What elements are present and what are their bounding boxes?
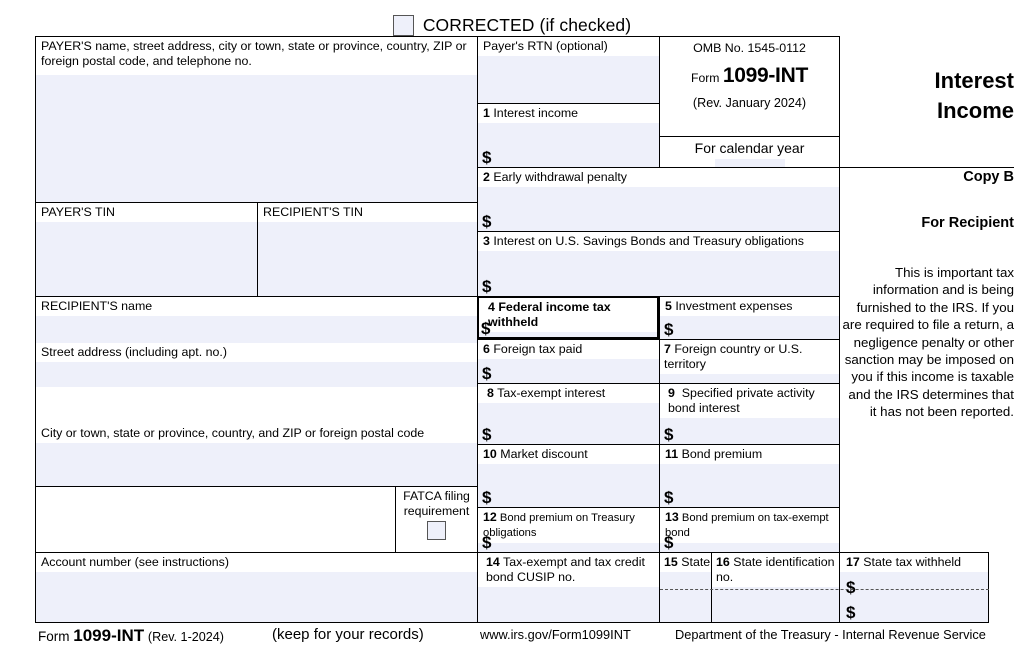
payer-tin-label: PAYER'S TIN (36, 203, 257, 222)
box-10-dollar-sign: $ (482, 488, 492, 507)
calendar-year-cell[interactable] (659, 136, 839, 167)
form-footer (0, 626, 1024, 656)
table-top-edge (35, 36, 839, 37)
payer-rtn-cell[interactable] (477, 36, 659, 103)
box-4-cell[interactable] (477, 296, 659, 339)
box-9-dollar-sign: $ (664, 425, 674, 444)
panel-divider (839, 167, 1014, 168)
account-number-cell[interactable] (35, 552, 477, 622)
form-title-line2: Income (936, 98, 1014, 123)
form-title-line1: Interest (934, 68, 1014, 93)
box-6-dollar-sign: $ (482, 364, 492, 383)
box-6-cell[interactable] (477, 339, 659, 383)
box-12-cell[interactable] (477, 507, 659, 552)
fatca-label-line1: FATCA filing (403, 489, 470, 503)
box-2-dollar-sign: $ (482, 212, 492, 231)
footer-url[interactable]: www.irs.gov/Form1099INT (480, 627, 631, 642)
box-16-label: 16 State identification no. (712, 553, 839, 587)
form-identity-cell (659, 36, 839, 136)
fatca-cell[interactable] (395, 486, 477, 552)
box-5-cell[interactable] (659, 296, 839, 339)
box-13-cell[interactable] (659, 507, 839, 552)
box-3-dollar-sign: $ (482, 277, 492, 296)
recipient-name-cell[interactable] (35, 296, 477, 343)
box-4-label: 4 Federal income tax withheld (479, 298, 657, 332)
corrected-label: CORRECTED (if checked) (422, 14, 632, 35)
recipient-street-label: Street address (including apt. no.) (36, 343, 477, 362)
form-number-line: Form 1099-INT (691, 64, 808, 87)
box-10-label: 10 Market discount (478, 445, 659, 464)
box-11-label: 11 Bond premium (660, 445, 839, 464)
recipient-notice: This is important tax information and is being furnished to the IRS. If you are required to file a return, a negligence penalty or other sanction may be imposed on you if this income is taxable and the IRS determines that it has not been reported. (842, 265, 1014, 420)
instructions-panel (839, 36, 1014, 552)
box-2-cell[interactable] (477, 167, 839, 231)
box-15-label: 15 State (660, 553, 711, 572)
box-17-dollar-sign-2: $ (846, 603, 856, 622)
fatca-checkbox[interactable] (427, 521, 446, 540)
fatca-label-line2: requirement (403, 503, 470, 518)
table-bottom-edge (35, 622, 989, 623)
footer-form-identifier: Form 1099-INT (Rev. 1-2024) (38, 626, 224, 645)
box-12-label: 12 Bond premium on Treasury obligations (478, 508, 659, 543)
box-14-label: 14 Tax-exempt and tax credit bond CUSIP no. (478, 553, 659, 587)
box-5-label: 5 Investment expenses (660, 297, 839, 316)
box-3-label: 3 Interest on U.S. Savings Bonds and Treasury obligations (478, 232, 839, 251)
recipient-name-label: RECIPIENT'S name (36, 297, 477, 316)
copy-recipient: For Recipient (921, 215, 1014, 231)
box-2-label: 2 Early withdrawal penalty (478, 168, 839, 187)
payer-name-address-label: PAYER'S name, street address, city or town, state or province, country, ZIP or foreign postal code, and telephone no. (36, 37, 477, 75)
recipient-tin-cell[interactable] (257, 202, 477, 296)
recipient-city-cell[interactable] (35, 424, 477, 486)
box-14-cell[interactable] (477, 552, 659, 622)
payer-name-address-cell[interactable] (35, 36, 477, 202)
recipient-city-label: City or town, state or province, country, and ZIP or foreign postal code (36, 424, 477, 443)
box-7-label: 7 Foreign country or U.S. territory (660, 340, 839, 374)
box-15-cell[interactable] (659, 552, 711, 622)
box-9-label: 9 Specified private activity bond interest (660, 384, 839, 418)
box-5-dollar-sign: $ (664, 320, 674, 339)
omb-number: OMB No. 1545-0112 (693, 41, 806, 55)
recipient-street-cell[interactable] (35, 343, 477, 387)
box-4-dollar-sign: $ (481, 319, 491, 338)
box-1-cell[interactable] (477, 103, 659, 167)
box-17-dollar-sign-1: $ (846, 578, 856, 597)
footer-keep-note: (keep for your records) (272, 626, 424, 643)
box-1-dollar-sign: $ (482, 148, 492, 167)
box-17-label: 17 State tax withheld (840, 553, 988, 572)
payer-rtn-label: Payer's RTN (optional) (478, 37, 659, 56)
table-left-edge (35, 36, 36, 622)
box-11-dollar-sign: $ (664, 488, 674, 507)
box-10-cell[interactable] (477, 444, 659, 507)
box-13-dollar-sign: $ (664, 533, 674, 552)
payer-tin-cell[interactable] (35, 202, 257, 296)
account-number-label: Account number (see instructions) (36, 553, 477, 572)
calendar-year-input[interactable] (715, 159, 785, 167)
box-6-label: 6 Foreign tax paid (478, 340, 659, 359)
recipient-tin-label: RECIPIENT'S TIN (258, 203, 477, 222)
box-16-cell[interactable] (711, 552, 839, 622)
form-revision: (Rev. January 2024) (692, 96, 807, 110)
corrected-checkbox[interactable] (393, 15, 414, 36)
footer-department: Department of the Treasury - Internal Revenue Service (675, 627, 986, 642)
box-17-cell[interactable] (839, 552, 989, 622)
box-1-label: 1 Interest income (478, 104, 659, 123)
box-8-label: 8 Tax-exempt interest (478, 384, 659, 403)
box-8-dollar-sign: $ (482, 425, 492, 444)
blank-cell (35, 486, 395, 552)
box-11-cell[interactable] (659, 444, 839, 507)
box-9-cell[interactable] (659, 383, 839, 444)
state-row-divider (660, 589, 989, 590)
middle-right-edge (839, 36, 840, 552)
box-13-label: 13 Bond premium on tax-exempt bond (660, 508, 839, 543)
box-7-cell[interactable] (659, 339, 839, 383)
box-12-dollar-sign: $ (482, 533, 492, 552)
box-8-cell[interactable] (477, 383, 659, 444)
copy-designation: Copy B (963, 169, 1014, 185)
calendar-year-label: For calendar year (694, 140, 805, 156)
box-3-cell[interactable] (477, 231, 839, 296)
